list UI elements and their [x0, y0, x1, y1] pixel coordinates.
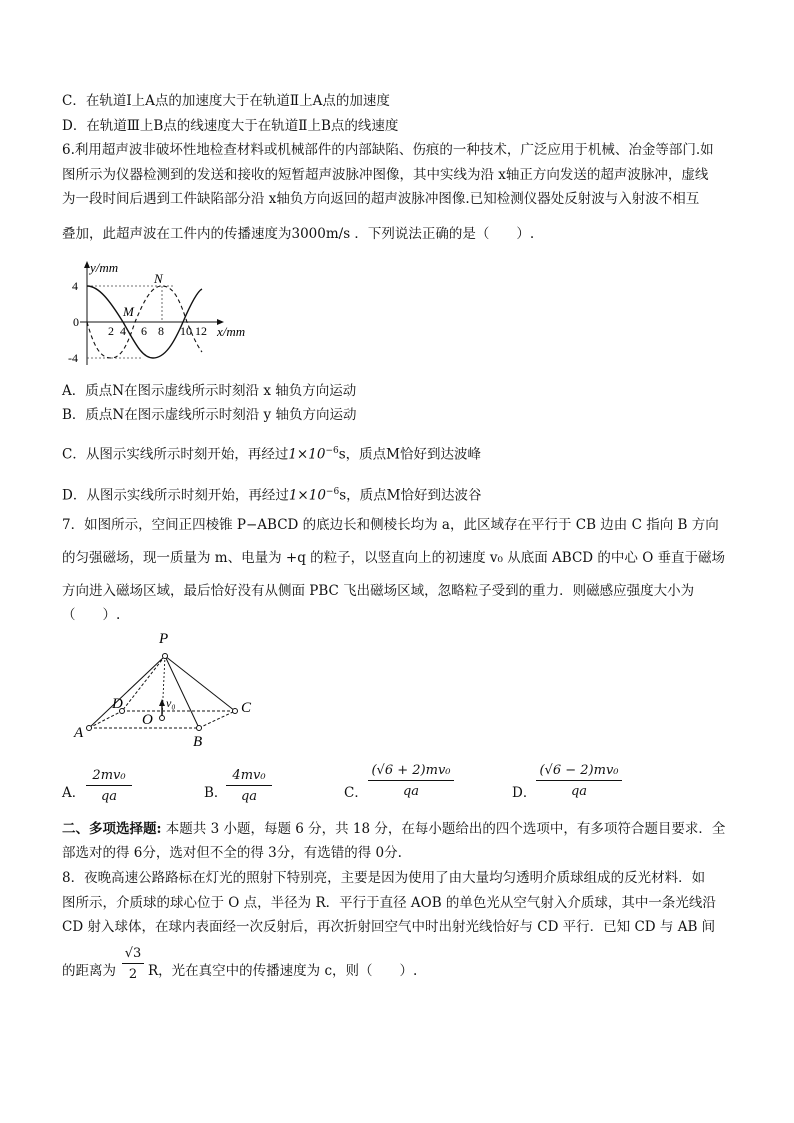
q8-stem-line-2: 图所示，介质球的球心位于 O 点，半径为 R．平行于直径 AOB 的单色光从空气射入介质球，其中一条光线沿	[62, 895, 716, 911]
label-v0: v₀	[166, 696, 176, 710]
q6-option-a: A．质点N在图示虚线所示时刻沿 x 轴负方向运动	[62, 383, 357, 399]
q7-option-a-fraction: $\frac{\text{2mv₀}}{qa}$	[86, 768, 132, 804]
q7-option-c-fraction: $\frac{\text{(√6 + 2)mv₀}}{qa}$	[368, 763, 454, 799]
x-axis-label: x/mm	[217, 324, 246, 339]
edge-pd	[122, 656, 165, 711]
q7-stem-line-4: （ ）.	[62, 607, 121, 623]
edge-pc	[165, 656, 235, 711]
q7-option-b-fraction: $\frac{\text{4mv₀}}{qa}$	[226, 768, 272, 804]
x-tick-8: 8	[158, 324, 164, 338]
label-c: C	[241, 700, 252, 716]
label-o: O	[142, 712, 153, 728]
point-n-label: N	[154, 271, 163, 286]
x-tick-12: 12	[195, 324, 207, 338]
label-d: D	[112, 696, 123, 712]
q7-stem-line-1: 7．如图所示，空间正四棱锥 P−ABCD 的底边长和侧棱长均为 a，此区域存在平行于 CB 边由 C 指向 B 方向	[62, 517, 719, 533]
edge-pa	[89, 656, 165, 728]
pyramid-figure	[62, 628, 272, 753]
q7-stem-line-2: 的匀强磁场，现一质量为 m、电量为 +q 的粒子，以竖直向上的初速度 v₀ 从底面 ABCD 的中心 O 垂直于磁场	[62, 550, 726, 566]
q7-option-d-fraction: $\frac{\text{(√6 − 2)mv₀}}{qa}$	[536, 763, 622, 799]
q7-stem-line-3: 方向进入磁场区域，最后恰好没有从侧面 PBC 飞出磁场区域，忽略粒子受到的重力．则磁感应强度大小为	[62, 583, 695, 599]
q6-option-c: C．从图示实线所示时刻开始，再经过$1\times 10^{-6}s$，质点M恰好到达波峰	[62, 446, 481, 463]
q5-option-c: C．在轨道Ⅰ上A点的加速度大于在轨道Ⅱ上A点的加速度	[62, 93, 390, 109]
q7-option-b-label: B．	[204, 785, 228, 801]
section2-heading: 二、多项选择题: 本题共 3 小题，每题 6 分，共 18 分，在每小题给出的四个选项中，有多项符合题目要求．全	[62, 821, 726, 837]
y-tick-4: 4	[72, 279, 78, 293]
q6-stem-line-1: 6.利用超声波非破坏性地检查材料或机械部件的内部缺陷、伤痕的一种技术，广泛应用于机械、冶金等部门.如	[62, 142, 714, 158]
y-tick-0: 0	[73, 315, 79, 329]
label-p: P	[159, 631, 169, 647]
y-axis-label: y/mm	[90, 260, 119, 275]
q6-stem-line-2: 图所示为仪器检测到的发送和接收的短暂超声波脉冲图像，其中实线为沿 x轴正方向发送的超声波脉冲，虚线	[62, 167, 709, 183]
x-tick-4: 4	[120, 324, 126, 338]
edge-pb	[165, 656, 199, 728]
q7-option-c-label: C．	[344, 785, 368, 801]
edge-ad	[89, 711, 122, 728]
q6-stem-line-3: 为一段时间后遇到工件缺陷部分沿 x轴负方向返回的超声波脉冲图像.已知检测仪器处反射波与入射波不相互	[62, 191, 700, 207]
label-b: B	[193, 734, 203, 750]
q7-option-d-label: D．	[512, 785, 537, 801]
edge-bc	[199, 711, 235, 728]
label-a: A	[74, 725, 84, 741]
x-tick-2: 2	[108, 324, 114, 338]
q6-stem-line-4: 叠加，此超声波在工件内的传播速度为3000m/s ．下列说法正确的是（ ）.	[62, 226, 535, 242]
q7-option-a-label: A．	[62, 785, 86, 801]
q8-stem-line-4-suffix: R，光在真空中的传播速度为 c，则（ ）.	[148, 963, 418, 979]
q8-stem-line-3: CD 射入球体，在球内表面经一次反射后，再次折射回空气中时出射光线恰好与 CD 平行．已知 CD 与 AB 间	[62, 919, 716, 935]
q8-distance-fraction: $\frac{√3}{2}$	[122, 946, 144, 982]
section2-heading-line-2: 部选对的得 6分，选对但不全的得 3分，有选错的得 0分.	[62, 845, 402, 861]
q6-option-b: B．质点N在图示虚线所示时刻沿 y 轴负方向运动	[62, 407, 357, 423]
q8-stem-line-1: 8．夜晚高速公路路标在灯光的照射下特别亮，主要是因为使用了由大量均匀透明介质球组成的反光材料．如	[62, 870, 706, 886]
wave-figure	[62, 257, 262, 372]
x-tick-6: 6	[141, 324, 147, 338]
q8-stem-line-4-prefix: 的距离为	[62, 963, 116, 979]
q6-option-d: D．从图示实线所示时刻开始，再经过$1\times 10^{-6}s$，质点M恰好到达波谷	[62, 487, 482, 504]
x-tick-10: 10	[180, 324, 192, 338]
point-m-label: M	[123, 304, 134, 319]
y-tick-neg4: -4	[68, 351, 78, 365]
q5-option-d: D．在轨道Ⅲ上B点的线速度大于在轨道Ⅱ上B点的线速度	[62, 118, 399, 134]
